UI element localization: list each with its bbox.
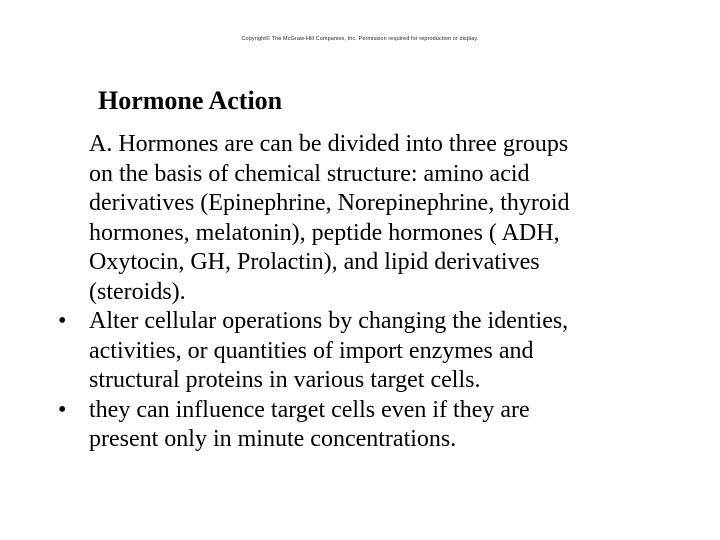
- bullet-marker: •: [58, 396, 67, 423]
- paragraph-a-line: derivatives (Epinephrine, Norepinephrine, thyroid: [89, 190, 570, 216]
- paragraph-a: [0, 130, 720, 307]
- bullet-line: activities, or quantities of import enzymes and: [89, 337, 534, 364]
- bullet-line: present only in minute concentrations.: [89, 426, 457, 452]
- bullet-line: structural proteins in various target cells.: [89, 367, 481, 393]
- bullet-item: [0, 396, 720, 455]
- bullet-line: Alter cellular operations by changing the identies,: [89, 308, 569, 334]
- paragraph-a-line: Oxytocin, GH, Prolactin), and lipid derivatives: [89, 249, 540, 275]
- copyright-notice: Copyright© The McGraw-Hill Companies, Inc. Permission required for reproduction or display.: [241, 36, 479, 42]
- paragraph-a-line: on the basis of chemical structure: amino acid: [89, 160, 530, 187]
- paragraph-a-line: hormones, melatonin), peptide hormones ( ADH,: [89, 219, 560, 246]
- paragraph-a-line: A. Hormones are can be divided into three groups: [89, 131, 569, 157]
- bullet-line: they can influence target cells even if they are: [89, 396, 530, 423]
- paragraph-a-line: (steroids).: [89, 278, 186, 305]
- slide-body: [0, 130, 720, 455]
- slide-title: Hormone Action: [98, 86, 283, 115]
- bullet-marker: •: [58, 308, 67, 334]
- bullet-item: [0, 307, 720, 396]
